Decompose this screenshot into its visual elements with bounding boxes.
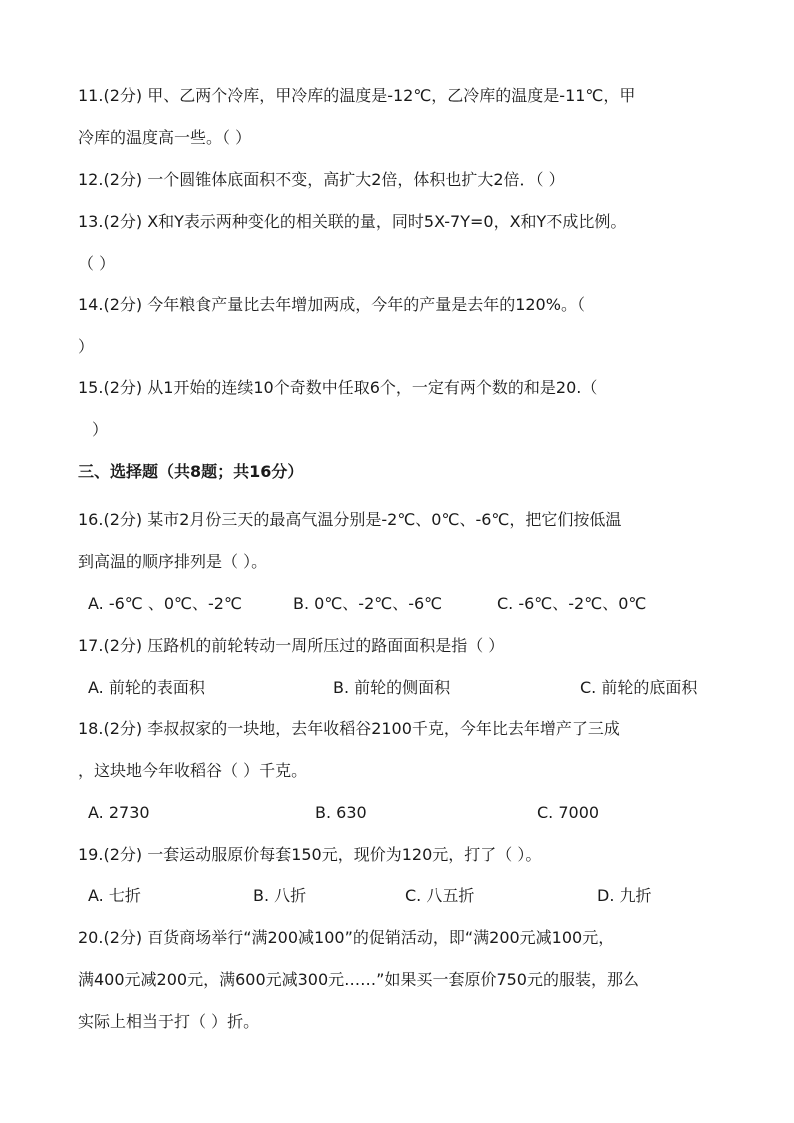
question-16-option-b: B. 0℃、-2℃、-6℃ (293, 594, 443, 613)
question-18-option-a: A. 2730 (88, 803, 150, 822)
question-16-line-1: 16.(2分) 某市2月份三天的最高气温分别是-2℃、0℃、-6℃，把它们按低温 (78, 510, 622, 529)
question-17-option-b: B. 前轮的侧面积 (333, 678, 451, 697)
question-20-line-1: 20.(2分) 百货商场举行“满200减100”的促销活动，即“满200元减100元， (78, 928, 615, 947)
question-19-option-a: A. 七折 (88, 886, 141, 905)
question-11-line-2: 冷库的温度高一些。（ ） (78, 128, 252, 147)
question-17-line-1: 17.(2分) 压路机的前轮转动一周所压过的路面面积是指（ ） (78, 636, 505, 655)
question-18-option-c: C. 7000 (537, 803, 600, 822)
question-13-line-2: （ ） (78, 254, 116, 273)
question-19-option-b: B. 八折 (253, 886, 307, 905)
question-15-line-2: ） (92, 420, 109, 439)
question-19-option-c: C. 八五折 (405, 886, 475, 905)
question-16-option-c: C. -6℃、-2℃、0℃ (497, 594, 647, 613)
question-17-option-a: A. 前轮的表面积 (88, 678, 205, 697)
question-17-option-c: C. 前轮的底面积 (580, 678, 698, 697)
question-15-line-1: 15.(2分) 从1开始的连续10个奇数中任取6个，一定有两个数的和是20.（ (78, 378, 598, 397)
question-13-line-1: 13.(2分) X和Y表示两种变化的相关联的量，同时5X-7Y=0，X和Y不成比例。 (78, 212, 627, 231)
question-18-line-1: 18.(2分) 李叔叔家的一块地，去年收稻谷2100千克，今年比去年增产了三成 (78, 719, 620, 738)
question-19-option-d: D. 九折 (597, 886, 652, 905)
question-12-line-1: 12.(2分) 一个圆锥体底面积不变，高扩大2倍，体积也扩大2倍．（ ） (78, 170, 565, 189)
question-16-option-a: A. -6℃ 、0℃、-2℃ (88, 594, 242, 613)
question-16-line-2: 到高温的顺序排列是（ ）。 (78, 552, 268, 571)
question-18-line-2: ，这块地今年收稻谷（ ）千克。 (78, 761, 308, 780)
question-20-line-2: 满400元减200元，满600元减300元……”如果买一套原价750元的服装，那么 (78, 970, 639, 989)
question-20-line-3: 实际上相当于打（ ）折。 (78, 1012, 260, 1031)
question-19-line-1: 19.(2分) 一套运动服原价每套150元，现价为120元，打了（ ）。 (78, 845, 542, 864)
question-14-line-2: ） (78, 337, 95, 356)
question-18-option-b: B. 630 (315, 803, 367, 822)
section-3-title: 三、选择题（共8题；共16分） (78, 462, 304, 481)
question-14-line-1: 14.(2分) 今年粮食产量比去年增加两成，今年的产量是去年的120%。（ (78, 295, 585, 314)
question-11-line-1: 11.(2分) 甲、乙两个冷库，甲冷库的温度是-12℃，乙冷库的温度是-11℃，甲 (78, 86, 636, 105)
